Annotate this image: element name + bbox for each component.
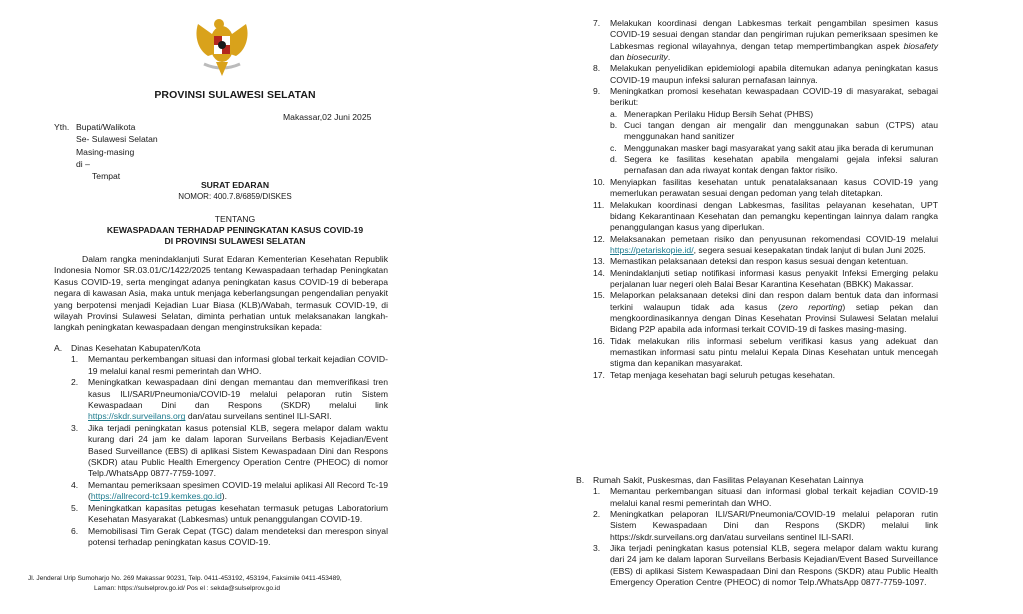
garuda-emblem-icon xyxy=(192,14,252,78)
list-item: 1. Memantau perkembangan situasi dan informasi global terkait kejadian COVID-19 melalui kanal resmi pemerintah dan WHO. xyxy=(593,486,938,508)
list-item: 2. Meningkatkan kewaspadaan dini dengan memantau dan memverifikasi tren kasus ILI/SARI/Pneumonia/COVID-19 melalui pelaporan rutin Sistem Kewaspadaan Dini dan Respons (SKDR) melalui link https://skdr.surveilans.org dan/atau surveilans sentinel ILI-SARI. xyxy=(71,377,388,422)
section-a-continued xyxy=(593,18,938,381)
section-b-letter: B. xyxy=(576,475,585,485)
list-item: 15. Melaporkan pelaksanaan deteksi dini dan respon dalam bentuk data dan informasi terkini walaupun tidak ada kasus (zero reporting) setiap pekan dan mengkoordinasikannya dengan Dinas Kesehatan Provinsi Sulawesi Selatan melalui Bidang P2P apabila ada informasi terkait COVID-19 di faskes masing-masing. xyxy=(593,290,938,335)
recipient-block xyxy=(54,121,158,182)
list-item: 4. Memantau pemeriksaan spesimen COVID-19 melalui aplikasi All Record Tc-19 (https://allrecord-tc19.kemkes.go.id). xyxy=(71,479,388,502)
list-item: 7. Melakukan koordinasi dengan Labkesmas terkait pengambilan spesimen kasus COVID-19 sesuai dengan standar dan pengiriman rujukan pemeriksaan spesimen ke Labkesmas regional wilayahnya, dengan tetap mempertimbangkan aspek biosafety dan biosecurity. xyxy=(593,18,938,63)
list-item: 3. Jika terjadi peningkatan kasus potensial KLB, segera melapor dalam waktu kurang dari 24 jam ke dalam laporan Surveilans Berbasis Kejadian/Event Based Surveillance (EBS) di aplikasi Sistem Kewaspadaan Dini dan Respons (SKDR) atau Public Health Emergency Operation Centre (PHEOC) di nomor Telp./WhatsApp 0877-7759-1097. xyxy=(71,422,388,479)
section-a-title: Dinas Kesehatan Kabupaten/Kota xyxy=(71,343,201,353)
recipient-line: Bupati/Walikota xyxy=(76,122,136,132)
list-item: 17. Tetap menjaga kesehatan bagi seluruh petugas kesehatan. xyxy=(593,369,836,380)
list-item: 1. Memantau perkembangan situasi dan informasi global terkait kejadian COVID-19 melalui kanal resmi pemerintah dan WHO. xyxy=(71,354,388,376)
skdr-link[interactable]: https://skdr.surveilans.org xyxy=(88,411,186,422)
list-item: 3. Jika terjadi peningkatan kasus potensial KLB, segera melapor dalam waktu kurang dari 24 jam ke dalam laporan Surveilans Berbasis Kejadian/Event Based Surveillance (EBS) di aplikasi Sistem Kewaspadaan Dini dan Respons (SKDR) atau Public Health Emergency Operation Centre (PHEOC) di nomor Telp./WhatsApp 0877-7759-1097. xyxy=(593,543,938,588)
list-item: 8. Melakukan penyelidikan epidemiologi apabila ditemukan adanya peningkatan kasus COVID-19 maupun infeksi saluran pernafasan lainnya. xyxy=(593,63,938,85)
intro-paragraph: Dalam rangka menindaklanjuti Surat Edaran Kementerian Kesehatan Republik Indonesia Nomor SR.03.01/C/1422/2025 tentang Kewaspadaan terhadap Peningkatan Kasus COVID-19, serta mengingat adanya peningkatan kasus COVID-19 di beberapa negara di kawasan Asia, maka untuk menjaga keberlangsungan pengendalian penyakit yang berpotensi menjadi Kejadian Luar Biasa (KLB)/Wabah, termasuk COVID-19, di wilayah Provinsi Sulawesi Selatan, diminta perhatian untuk melaksanakan langkah-langkah peningkatan kewaspadaan dengan menginstruksikan kepada: xyxy=(54,254,388,333)
list-item: 11. Melakukan koordinasi dengan Labkesmas, fasilitas pelayanan kesehatan, UPT bidang Kekarantinaan Kesehatan dan pemangku kepentingan lainnya dalam rangka penanggulangan kasus yang diperlukan. xyxy=(593,199,938,233)
section-a xyxy=(54,343,388,548)
petariskopie-link[interactable]: https://petariskopie.id/ xyxy=(610,244,694,255)
allrecord-link[interactable]: https://allrecord-tc19.kemkes.go.id xyxy=(90,491,222,502)
list-item: 16. Tidak melakukan rilis informasi sebelum verifikasi kasus yang adekuat dan memastikan informasi satu pintu melalui Kepala Dinas Kesehatan untuk mencegah stigma dan kepanikan masyarakat. xyxy=(593,335,938,369)
recipient-line: di – xyxy=(76,158,90,169)
subject-line-2: DI PROVINSI SULAWESI SELATAN xyxy=(164,236,306,246)
about-label: TENTANG xyxy=(214,214,256,224)
yth-label: Yth. xyxy=(54,122,70,132)
letterhead-footer xyxy=(28,574,342,594)
section-b-title: Rumah Sakit, Puskesmas, dan Fasilitas Pelayanan Kesehatan Lainnya xyxy=(593,475,864,485)
letter-page-2 xyxy=(565,0,1023,614)
list-item: 13. Memastikan pelaksanaan deteksi dan respon kasus sesuai dengan ketentuan. xyxy=(593,256,909,267)
place-date: Makassar,02 Juni 2025 xyxy=(283,112,372,122)
section-b xyxy=(576,475,938,588)
sub-list-item: d. Segera ke fasilitas kesehatan apabila mengalami gejala infeksi saluran pernafasan dan ada riwayat kontak dengan faktor risiko. xyxy=(610,154,938,176)
sub-list-item: a. Menerapkan Perilaku Hidup Bersih Sehat (PHBS) xyxy=(610,108,814,119)
recipient-line: Masing-masing xyxy=(76,146,135,157)
list-item: 6. Memobilisasi Tim Gerak Cepat (TGC) dalam mendeteksi dan merespon sinyal potensi terhadap peningkatan kasus COVID-19. xyxy=(71,525,388,547)
list-item: 9. Meningkatkan promosi kesehatan kewaspadaan COVID-19 di masyarakat, sebagai berikut: a. Menerapkan Perilaku Hidup Bersih Sehat (PHBS) b. Cuci tangan dengan air mengalir dan menggunakan sabun (CTPS) atau menggunakan hand sanitizer c. Menggunakan masker bagi masyarakat yang sakit atau jika berada di kerumunan d. Segera ke fasilitas kesehatan apabila mengalami gejala infeksi saluran pernafasan dan ada riwayat kontak dengan faktor risiko. xyxy=(593,86,938,176)
doc-type: SURAT EDARAN xyxy=(200,180,270,190)
list-item: 12. Melaksanakan pemetaan risiko dan penyusunan rekomendasi COVID-19 melalui https://petariskopie.id/, segera sesuai kesepakatan tindak lanjut di bulan Juni 2025. xyxy=(593,233,938,255)
footer-contact: Laman: https://sulselprov.go.id/ Pos el : sekda@sulselprov.go.id xyxy=(94,585,281,592)
section-a-letter: A. xyxy=(54,343,63,353)
list-item: 5. Meningkatkan kapasitas petugas kesehatan termasuk petugas Laboratorium Kesehatan Masyarakat (Labkesmas) untuk penanggulangan COVID-19. xyxy=(71,502,388,525)
recipient-tempat: Tempat xyxy=(92,171,121,182)
list-item: 10. Menyiapkan fasilitas kesehatan untuk penatalaksanaan kasus COVID-19 yang memerlukan perawatan sesuai dengan pedoman yang telah ditetapkan. xyxy=(593,176,938,199)
recipient-line: Se- Sulawesi Selatan xyxy=(76,134,158,145)
subject-line-1: KEWASPADAAN TERHADAP PENINGKATAN KASUS COVID-19 xyxy=(106,225,364,235)
sub-list-item: c. Menggunakan masker bagi masyarakat yang sakit atau jika berada di kerumunan xyxy=(610,142,934,153)
footer-address: Jl. Jenderal Urip Sumoharjo No. 269 Makassar 90231, Telp. 0411-453192, 453194, Faksimile 0411-453489, xyxy=(28,575,342,582)
doc-number: NOMOR: 400.7.8/6859/DISKES xyxy=(178,192,292,201)
list-item: 14. Menindaklanjuti setiap notifikasi informasi kasus penyakit Infeksi Emerging pelaku perjalanan luar negeri oleh Balai Besar Karantina Kesehatan (BBKK) Makassar. xyxy=(593,267,938,289)
province-header: PROVINSI SULAWESI SELATAN xyxy=(154,89,316,101)
sub-list-item: b. Cuci tangan dengan air mengalir dan menggunakan sabun (CTPS) atau menggunakan hand sanitizer xyxy=(610,120,938,142)
list-item: 2. Meningkatkan pelaporan ILI/SARI/Pneumonia/COVID-19 melalui pelaporan rutin Sistem Kewaspadaan Dini dan Respons (SKDR) melalui link https://skdr.surveilans.org dan/atau surveilans sentinel ILI-SARI. xyxy=(593,509,938,542)
